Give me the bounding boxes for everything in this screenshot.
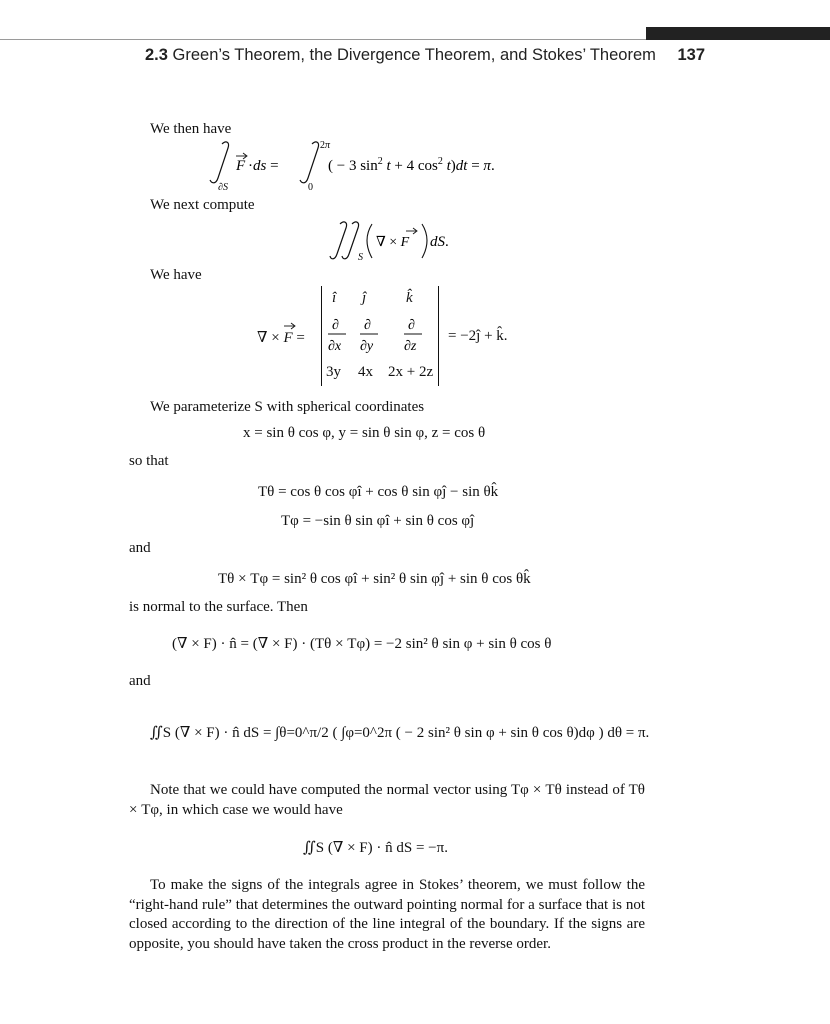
svg-text:2π: 2π [320,140,331,151]
equation-dot-product: (∇ × F) · n̂ = (∇ × F) · (Tθ × Tφ) = −2 sin² θ sin φ + sin θ cos θ [172,636,552,652]
matrix-j-hat: ĵ [362,290,367,306]
svg-text:∂: ∂ [408,318,415,333]
equation-t-phi: Tφ = −sin θ sin φî + sin θ cos φĵ [281,513,475,529]
text-and-1: and [129,540,151,556]
svg-text:S: S [358,252,363,263]
matrix-2x-2z: 2x + 2z [388,364,434,380]
equation-double-integral: ∬S (∇ × F) · n̂ dS = ∫θ=0^π/2 ( ∫φ=0^2π ( − 2 sin² θ sin φ + sin θ cos θ)dφ ) dθ = π. [150,725,650,741]
running-header [145,46,705,68]
text-we-then-have: We then have [150,121,232,137]
text-we-next-compute: We next compute [150,197,255,213]
section-title: Green’s Theorem, the Divergence Theorem, and Stokes’ Theorem [172,46,656,64]
svg-text:∂x: ∂x [328,339,342,354]
svg-text:dS.: dS. [430,234,449,250]
equation-spherical-param: x = sin θ cos φ, y = sin θ sin φ, z = cos θ [243,425,486,441]
text-normal-to-surface: is normal to the surface. Then [129,599,308,615]
text-we-have: We have [150,267,202,283]
svg-text:∂z: ∂z [404,339,417,354]
equation-cross-product: Tθ × Tφ = sin² θ cos φî + sin² θ sin φĵ + sin θ cos θk̂ [218,571,531,587]
matrix-k-hat: k̂ [406,290,413,306]
curl-matrix [321,286,439,386]
text-parameterize: We parameterize S with spherical coordinates [150,399,425,415]
curl-lhs: ∇ × F = [257,330,305,346]
equation-t-theta: Tθ = cos θ cos φî + cos θ sin φĵ − sin θk̂ [258,484,499,500]
curl-arrow [283,322,297,330]
matrix-partials [322,316,438,356]
matrix-i-hat: î [332,290,337,306]
paragraph-note: Note that we could have computed the normal vector using Tφ × Tθ instead of Tθ × Tφ, in which case we would have [129,782,645,818]
svg-text:·ds =: ·ds = [248,158,279,174]
svg-text:F: F [236,158,246,174]
svg-text:∂y: ∂y [360,339,374,354]
svg-text:0: 0 [308,182,313,193]
svg-text:∂: ∂ [332,318,339,333]
matrix-4x: 4x [358,364,373,380]
equation-line-integral [210,140,550,193]
section-number: 2.3 [145,46,168,64]
page-number: 137 [677,46,705,64]
equation-surface-integral [330,220,470,262]
text-and-2: and [129,673,151,689]
svg-text:∂: ∂ [364,318,371,333]
svg-text:∂S: ∂S [218,182,228,193]
svg-text:( − 3 sin2 t + 4 cos2 t)dt = π: ( − 3 $\sin^2 t + 4$ $\cos^2 t)dt = \pi$. [328,156,495,174]
curl-rhs: = −2ĵ + k̂. [448,328,508,344]
paragraph-right-hand-rule: To make the signs of the integrals agree in Stokes’ theorem, we must follow the “right-hand rule” that determines the outward pointing normal for a surface that is not closed according to the direction of the line integral of the boundary. If the signs are opposite, you should have taken the cross product in the reverse order. [129,877,645,952]
matrix-3y: 3y [326,364,341,380]
svg-text:∇ × F: ∇ × F [376,235,410,250]
equation-reverse-orientation: ∬S (∇ × F) · n̂ dS = −π. [303,840,448,856]
text-so-that: so that [129,453,169,469]
header-tab-bar [646,27,830,40]
